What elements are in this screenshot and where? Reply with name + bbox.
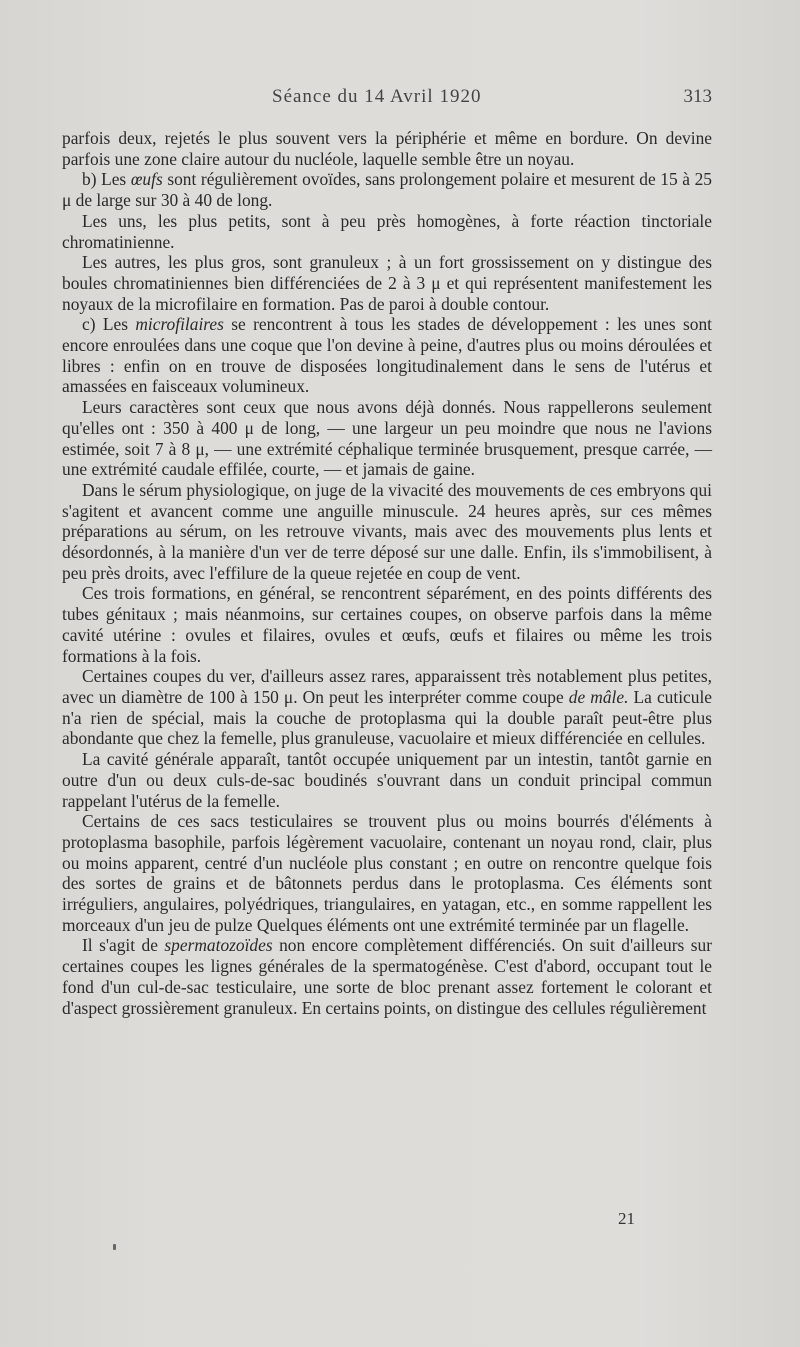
paragraph — [62, 252, 712, 314]
paragraph — [62, 583, 712, 666]
paragraph-lead: Certaines coupes du ver, d'ailleurs assez rares, apparaissent très notablement plus petites, avec un diamètre de 100 à 150 μ. On peut les interpréter comme coupe — [62, 666, 712, 707]
paragraph-text: Les autres, les plus gros, sont granuleux ; à un fort grossissement on y distingue des boules chromatiniennes bien différenciées de 2 à 3 μ et qui représentent manifestement les noyaux de la microfilaire en formation. Pas de paroi à double contour. — [62, 252, 712, 314]
paragraph — [62, 480, 712, 584]
header-title: Séance du 14 Avril 1920 — [272, 86, 482, 107]
paragraph — [62, 397, 712, 480]
paragraph-text: Dans le sérum physiologique, on juge de la vivacité des mouvements de ces embryons qui s'agitent et avancent comme une anguille minuscule. 24 heures après, sur ces mêmes préparations au sérum, on les retrouve vivants, mais avec des mouvements plus lents et désordonnés, à la manière d'un ver de terre déposé sur une dalle. Enfin, ils s'immobilisent, à peu près droits, avec l'effilure de la queue rejetée en coup de vent. — [62, 479, 712, 583]
page-number: 313 — [683, 86, 712, 107]
paragraph-text: parfois deux, rejetés le plus souvent vers la périphérie et même en bordure. On devine parfois une zone claire autour du nucléole, laquelle semble être un noyau. — [62, 128, 712, 169]
paragraph-text: se rencontrent à tous les stades de développement : les unes sont encore enroulées dans une coque que l'on devine à peine, d'autres plus ou moins déroulées et libres : enfin on en trouve de disposées longitudinalement dans le sens de l'utérus et amassées en faisceaux volumineux. — [62, 314, 712, 397]
paragraph-text: sont régulièrement ovoïdes, sans prolongement polaire et mesurent de 15 à 25 μ de large sur 30 à 40 de long. — [62, 169, 712, 211]
paragraph — [62, 211, 712, 252]
paragraph-text: Les uns, les plus petits, sont à peu près homogènes, à forte réaction tinctoriale chromatinienne. — [62, 210, 712, 252]
paragraph-lead: c) Les — [82, 314, 136, 335]
paragraph — [62, 169, 712, 210]
signature-mark: 21 — [618, 1209, 635, 1228]
paragraph — [62, 128, 712, 169]
italic-term: de mâle. — [568, 686, 629, 707]
paragraph — [62, 666, 712, 749]
print-speck — [113, 1244, 116, 1250]
paragraph-text: Leurs caractères sont ceux que nous avons déjà donnés. Nous rappellerons seulement qu'elles ont : 350 à 400 μ de long, — une largeur un peu moindre que nous ne l'avions estimée, soit 7 à 8 μ, — une extrémité céphalique terminée brusquement, presque carrée, — une extrémité caudale effilée, courte, — et jamais de gaine. — [62, 397, 712, 480]
paragraph-text: Ces trois formations, en général, se rencontrent séparément, en des points différents des tubes génitaux ; mais néanmoins, sur certaines coupes, on observe parfois dans la même cavité utérine : ovules et filaires, ovules et œufs, œufs et filaires ou même les trois formations à la fois. — [62, 583, 712, 666]
italic-term: œufs — [130, 169, 163, 190]
paragraph — [62, 935, 712, 1018]
italic-term: spermatozoïdes — [164, 935, 273, 956]
paragraph — [62, 811, 712, 935]
paragraph — [62, 749, 712, 811]
body-text — [62, 128, 712, 1018]
paragraph-text: La cuticule n'a rien de spécial, mais la couche de protoplasma qui la double paraît peut-être plus abondante que chez la femelle, plus granuleuse, vacuolaire et mieux différenciée en cellules. — [62, 686, 712, 749]
paragraph-lead: b) Les — [82, 169, 131, 190]
paragraph-lead: Il s'agit de — [82, 935, 165, 956]
paragraph-text: Certains de ces sacs testiculaires se trouvent plus ou moins bourrés d'éléments à protoplasma basophile, parfois légèrement vacuolaire, contenant un noyau rond, clair, plus ou moins apparent, centré d'un nucléole plus constant ; en outre on rencontre quelque fois des sortes de grains et de bâtonnets perdus dans le protoplasma. Ces éléments sont irréguliers, angulaires, polyédriques, triangulaires, en yatagan, etc., en somme rappellent les morceaux d'un jeu de pulze Quelques éléments ont une extrémité terminée par un flagelle. — [62, 811, 712, 935]
running-header — [62, 86, 712, 114]
paragraph-text: La cavité générale apparaît, tantôt occupée uniquement par un intestin, tantôt garnie en outre d'un ou deux culs-de-sac boudinés s'ouvrant dans un conduit principal commun rappelant l'utérus de la femelle. — [62, 749, 712, 811]
italic-term: microfilaires — [135, 314, 224, 335]
paragraph-text: non encore complètement différenciés. On suit d'ailleurs sur certaines coupes les lignes générales de la spermatogénèse. C'est d'abord, occupant tout le fond d'un cul-de-sac testiculaire, une sorte de bloc prenant assez fortement le colorant et d'aspect grossièrement granuleux. En certains points, on distingue des cellules régulièrement — [62, 935, 712, 1018]
paragraph — [62, 314, 712, 397]
